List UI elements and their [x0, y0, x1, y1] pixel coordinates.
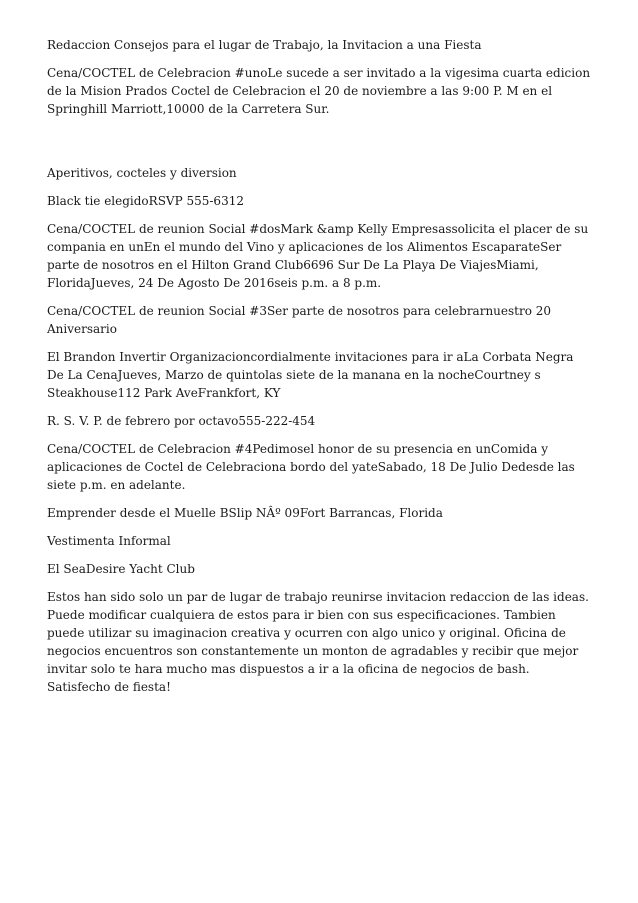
document-title: Redaccion Consejos para el lugar de Trabajo, la Invitacion a una Fiesta [47, 38, 482, 52]
paragraph-dress-code: Vestimenta Informal [47, 534, 171, 548]
paragraph-closing: Estos han sido solo un par de lugar de trabajo reunirse invitacion redaccion de las ideas. Puede modificar cualquiera de estos para ir bien con sus especificaciones. Tambien puede utilizar su imaginacion creativa y ocurren con algo unico y original. Oficina de negocios encuentros son constantemente un monton de agradables y recibir que mejor invitar solo te hara mucho mas dispuestos a ir a la oficina de negocios de bash. Satisfecho de fiesta! [47, 590, 589, 694]
paragraph-brandon-invitation: El Brandon Invertir Organizacioncordialmente invitaciones para ir aLa Corbata Negra De La CenaJueves, Marzo de quintolas siete de la manana en la nocheCourtney s Steakhouse112 Park AveFrankfort, KY [47, 350, 574, 400]
paragraph-pier-location: Emprender desde el Muelle BSlip NÂº 09Fort Barrancas, Florida [47, 506, 443, 520]
paragraph-celebration-one: Cena/COCTEL de Celebracion #unoLe sucede a ser invitado a la vigesima cuarta edicion de la Mision Prados Coctel de Celebracion el 20 de noviembre a las 9:00 P. M en el Springhill Marriott,10000 de la Carretera Sur. [47, 66, 591, 116]
document-page [47, 36, 592, 706]
paragraph-social-three: Cena/COCTEL de reunion Social #3Ser parte de nosotros para celebrarnuestro 20 Aniversario [47, 304, 552, 336]
paragraph-rsvp-february: R. S. V. P. de febrero por octavo555-222-454 [47, 414, 316, 428]
paragraph-social-two: Cena/COCTEL de reunion Social #dosMark &amp Kelly Empresassolicita el placer de su compania en unEn el mundo del Vino y aplicaciones de los Alimentos EscaparateSer parte de nosotros en el Hilton Grand Club6696 Sur De La Playa De ViajesMiami, FloridaJueves, 24 De Agosto De 2016seis p.m. a 8 p.m. [47, 222, 589, 290]
paragraph-celebration-four: Cena/COCTEL de Celebracion #4Pedimosel honor de su presencia en unComida y aplicaciones de Coctel de Celebraciona bordo del yateSabado, 18 De Julio Dedesde las siete p.m. en adelante. [47, 442, 575, 492]
paragraph-appetizers: Aperitivos, cocteles y diversion [47, 166, 237, 180]
paragraph-yacht-club: El SeaDesire Yacht Club [47, 562, 195, 576]
blank-gap [47, 128, 592, 164]
paragraph-black-tie-rsvp: Black tie elegidoRSVP 555-6312 [47, 194, 244, 208]
